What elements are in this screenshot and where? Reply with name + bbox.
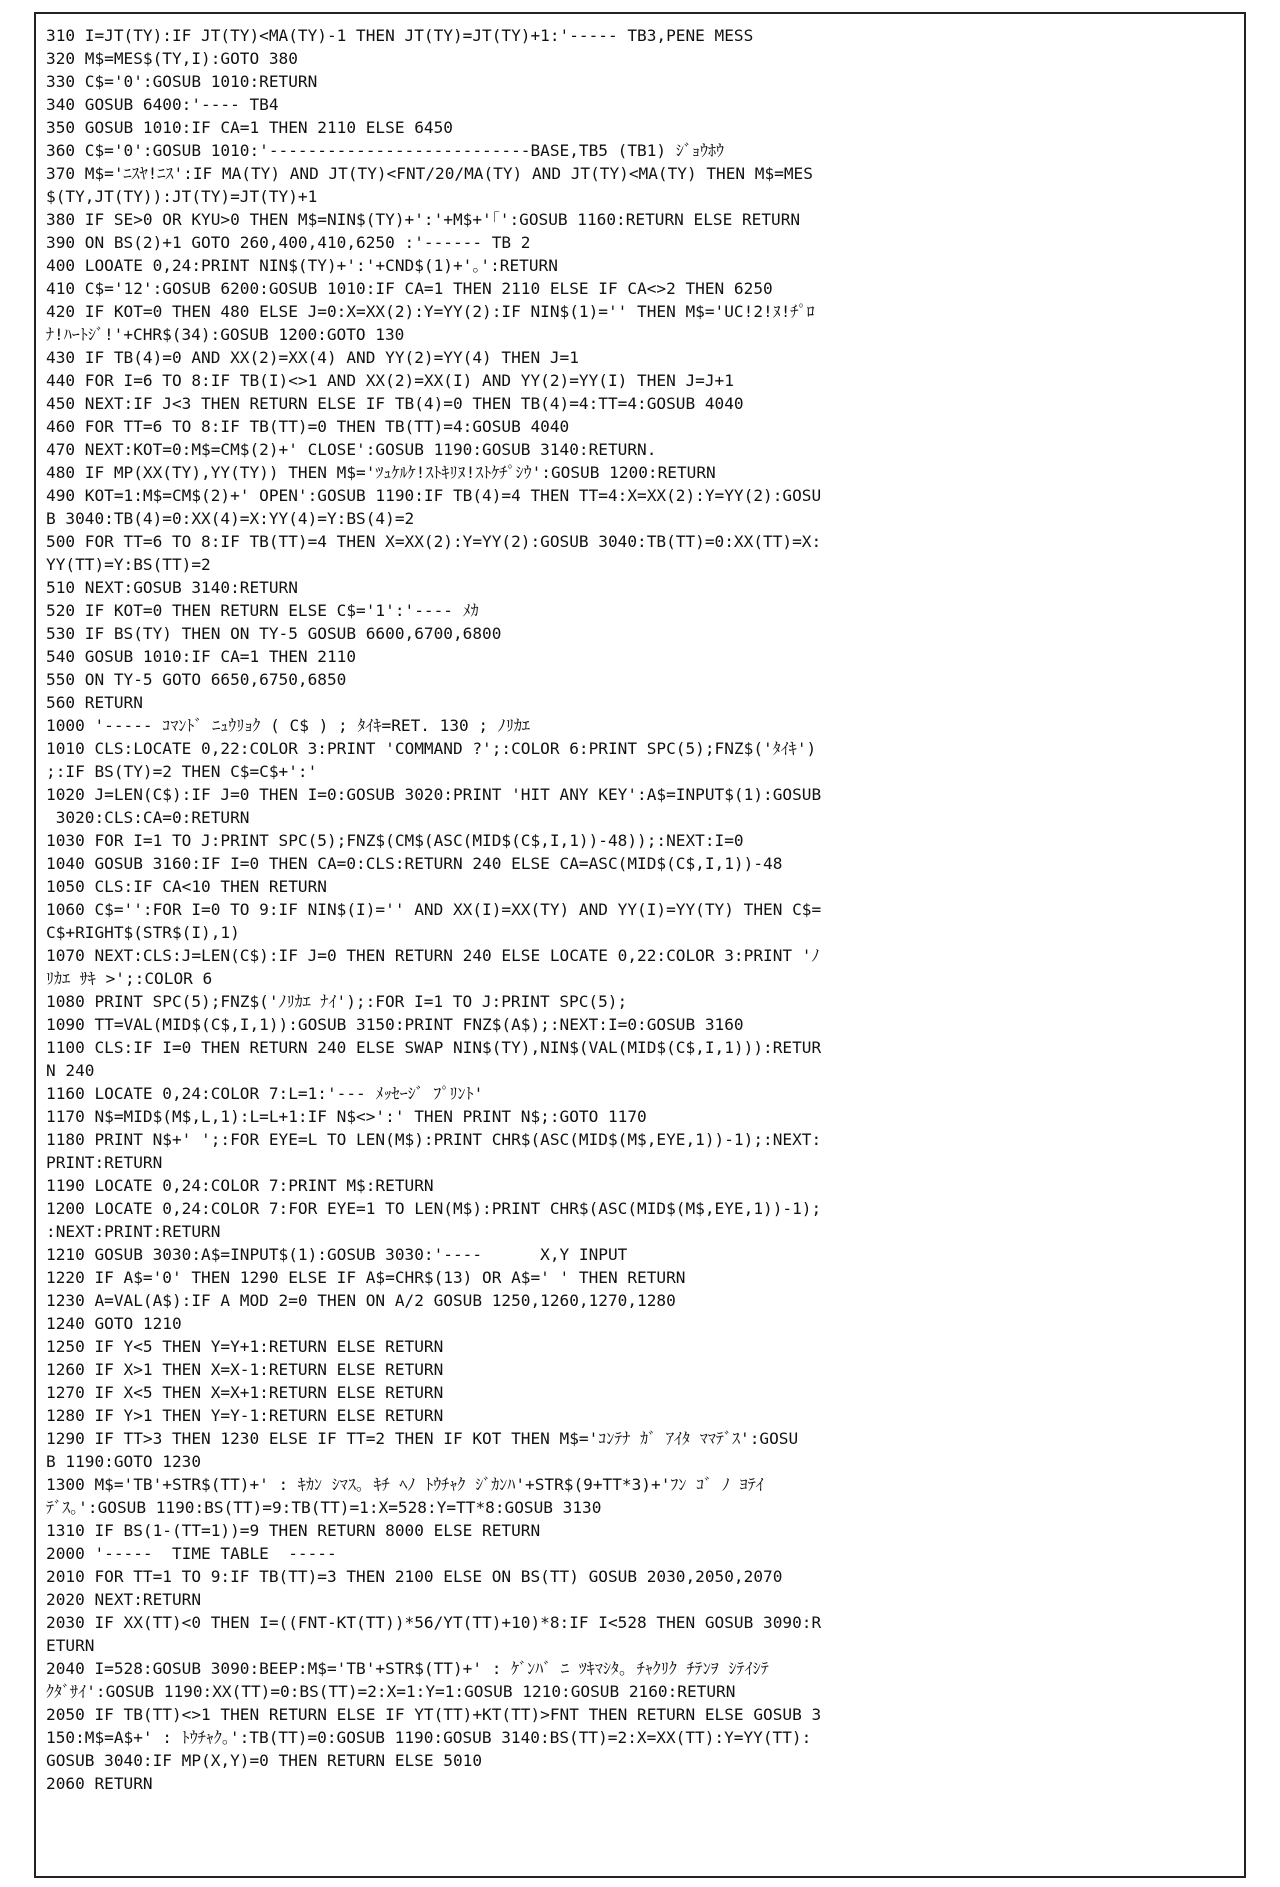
code-line: 1060 C$='':FOR I=0 TO 9:IF NIN$(I)='' AND XX(I)=XX(TY) AND YY(I)=YY(TY) THEN C$= xyxy=(46,900,822,919)
code-line: 560 RETURN xyxy=(46,693,143,712)
code-line: 1210 GOSUB 3030:A$=INPUT$(1):GOSUB 3030:'---- X,Y INPUT xyxy=(46,1245,628,1264)
code-line: 1240 GOTO 1210 xyxy=(46,1314,182,1333)
code-line: 1100 CLS:IF I=0 THEN RETURN 240 ELSE SWAP NIN$(TY),NIN$(VAL(MID$(C$,I,1))):RETUR xyxy=(46,1038,822,1057)
code-line: 430 IF TB(4)=0 AND XX(2)=XX(4) AND YY(2)=YY(4) THEN J=1 xyxy=(46,348,579,367)
code-line: C$+RIGHT$(STR$(I),1) xyxy=(46,923,240,942)
code-line: 510 NEXT:GOSUB 3140:RETURN xyxy=(46,578,298,597)
code-line: :NEXT:PRINT:RETURN xyxy=(46,1222,221,1241)
code-line: 2020 NEXT:RETURN xyxy=(46,1590,202,1609)
code-line: 500 FOR TT=6 TO 8:IF TB(TT)=4 THEN X=XX(2):Y=YY(2):GOSUB 3040:TB(TT)=0:XX(TT)=X: xyxy=(46,532,822,551)
code-line: 340 GOSUB 6400:'---- TB4 xyxy=(46,95,279,114)
code-line: 1250 IF Y<5 THEN Y=Y+1:RETURN ELSE RETURN xyxy=(46,1337,444,1356)
code-line: ﾘｶｴ ｻｷ >';:COLOR 6 xyxy=(46,969,213,988)
code-line: 330 C$='0':GOSUB 1010:RETURN xyxy=(46,72,318,91)
code-line: 1310 IF BS(1-(TT=1))=9 THEN RETURN 8000 ELSE RETURN xyxy=(46,1521,541,1540)
code-line: 370 M$='ﾆｽﾔ!ﾆｽ':IF MA(TY) AND JT(TY)<FNT/20/MA(TY) AND JT(TY)<MA(TY) THEN M$=MES xyxy=(46,164,813,183)
code-line: 2010 FOR TT=1 TO 9:IF TB(TT)=3 THEN 2100 ELSE ON BS(TT) GOSUB 2030,2050,2070 xyxy=(46,1567,783,1586)
code-line: 1270 IF X<5 THEN X=X+1:RETURN ELSE RETURN xyxy=(46,1383,444,1402)
code-line: 1280 IF Y>1 THEN Y=Y-1:RETURN ELSE RETURN xyxy=(46,1406,444,1425)
code-line: 320 M$=MES$(TY,I):GOTO 380 xyxy=(46,49,298,68)
code-line: 390 ON BS(2)+1 GOTO 260,400,410,6250 :'------ TB 2 xyxy=(46,233,531,252)
code-line: 440 FOR I=6 TO 8:IF TB(I)<>1 AND XX(2)=XX(I) AND YY(2)=YY(I) THEN J=J+1 xyxy=(46,371,734,390)
code-line: B 1190:GOTO 1230 xyxy=(46,1452,202,1471)
code-line: 410 C$='12':GOSUB 6200:GOSUB 1010:IF CA=1 THEN 2110 ELSE IF CA<>2 THEN 6250 xyxy=(46,279,773,298)
code-line: 530 IF BS(TY) THEN ON TY-5 GOSUB 6600,6700,6800 xyxy=(46,624,502,643)
code-line: ﾅ!ﾊｰﾄｼﾞ!'+CHR$(34):GOSUB 1200:GOTO 130 xyxy=(46,325,405,344)
code-line: B 3040:TB(4)=0:XX(4)=X:YY(4)=Y:BS(4)=2 xyxy=(46,509,415,528)
code-line: 2000 '----- TIME TABLE ----- xyxy=(46,1544,337,1563)
code-line: 380 IF SE>0 OR KYU>0 THEN M$=NIN$(TY)+':'+M$+'｢':GOSUB 1160:RETURN ELSE RETURN xyxy=(46,210,801,229)
code-line: YY(TT)=Y:BS(TT)=2 xyxy=(46,555,211,574)
code-line: 550 ON TY-5 GOTO 6650,6750,6850 xyxy=(46,670,347,689)
code-line: 1170 N$=MID$(M$,L,1):L=L+1:IF N$<>':' THEN PRINT N$;:GOTO 1170 xyxy=(46,1107,647,1126)
code-line: 2060 RETURN xyxy=(46,1774,153,1793)
code-line: 1030 FOR I=1 TO J:PRINT SPC(5);FNZ$(CM$(ASC(MID$(C$,I,1))-48));:NEXT:I=0 xyxy=(46,831,744,850)
code-line: 1010 CLS:LOCATE 0,22:COLOR 3:PRINT 'COMMAND ?';:COLOR 6:PRINT SPC(5);FNZ$('ﾀｲｷ') xyxy=(46,739,817,758)
code-line: 1160 LOCATE 0,24:COLOR 7:L=1:'--- ﾒｯｾｰｼﾞ ﾌﾟﾘﾝﾄ' xyxy=(46,1084,484,1103)
code-line: 350 GOSUB 1010:IF CA=1 THEN 2110 ELSE 6450 xyxy=(46,118,453,137)
code-line: N 240 xyxy=(46,1061,95,1080)
code-line: 150:M$=A$+' : ﾄｳﾁｬｸ｡':TB(TT)=0:GOSUB 1190:GOSUB 3140:BS(TT)=2:X=XX(TT):Y=YY(TT): xyxy=(46,1728,812,1747)
code-line: 3020:CLS:CA=0:RETURN xyxy=(46,808,250,827)
code-line: 1190 LOCATE 0,24:COLOR 7:PRINT M$:RETURN xyxy=(46,1176,434,1195)
code-line: 360 C$='0':GOSUB 1010:'---------------------------BASE,TB5 (TB1) ｼﾞｮｳﾎｳ xyxy=(46,141,725,160)
code-line: 520 IF KOT=0 THEN RETURN ELSE C$='1':'---- ﾒｶ xyxy=(46,601,479,620)
code-line: 490 KOT=1:M$=CM$(2)+' OPEN':GOSUB 1190:IF TB(4)=4 THEN TT=4:X=XX(2):Y=YY(2):GOSU xyxy=(46,486,822,505)
code-line: 2040 I=528:GOSUB 3090:BEEP:M$='TB'+STR$(TT)+' : ｹﾞﾝﾊﾞ ﾆ ﾂｷﾏｼﾀ｡ ﾁｬｸﾘｸ ﾁﾃﾝｦ ｼﾃｲｼﾃ xyxy=(46,1659,769,1678)
code-line: 1050 CLS:IF CA<10 THEN RETURN xyxy=(46,877,327,896)
code-line: 1080 PRINT SPC(5);FNZ$('ﾉﾘｶｴ ﾅｲ');:FOR I=1 TO J:PRINT SPC(5); xyxy=(46,992,628,1011)
code-line: 1040 GOSUB 3160:IF I=0 THEN CA=0:CLS:RETURN 240 ELSE CA=ASC(MID$(C$,I,1))-48 xyxy=(46,854,783,873)
listing-frame xyxy=(34,12,1246,1878)
code-line: 1020 J=LEN(C$):IF J=0 THEN I=0:GOSUB 3020:PRINT 'HIT ANY KEY':A$=INPUT$(1):GOSUB xyxy=(46,785,822,804)
code-line: 310 I=JT(TY):IF JT(TY)<MA(TY)-1 THEN JT(TY)=JT(TY)+1:'----- TB3,PENE MESS xyxy=(46,26,754,45)
code-line: GOSUB 3040:IF MP(X,Y)=0 THEN RETURN ELSE 5010 xyxy=(46,1751,483,1770)
code-line: 1300 M$='TB'+STR$(TT)+' : ｷｶﾝ ｼﾏｽ｡ ｷﾁ ﾍﾉ ﾄｳﾁｬｸ ｼﾞｶﾝﾊ'+STR$(9+TT*3)+'ﾌﾝ ｺﾞ ﾉ ﾖﾃｲ xyxy=(46,1475,764,1494)
code-line: 2050 IF TB(TT)<>1 THEN RETURN ELSE IF YT(TT)+KT(TT)>FNT THEN RETURN ELSE GOSUB 3 xyxy=(46,1705,822,1724)
code-line: ;:IF BS(TY)=2 THEN C$=C$+':' xyxy=(46,762,318,781)
code-line: 450 NEXT:IF J<3 THEN RETURN ELSE IF TB(4)=0 THEN TB(4)=4:TT=4:GOSUB 4040 xyxy=(46,394,744,413)
code-line: 400 LOOATE 0,24:PRINT NIN$(TY)+':'+CND$(1)+'｡':RETURN xyxy=(46,256,558,275)
code-line: 470 NEXT:KOT=0:M$=CM$(2)+' CLOSE':GOSUB 1190:GOSUB 3140:RETURN. xyxy=(46,440,657,459)
code-line: 480 IF MP(XX(TY),YY(TY)) THEN M$='ﾂｭｹﾙｹ!ｽﾄｷﾘﾇ!ｽﾄｹﾁﾟｼｳ':GOSUB 1200:RETURN xyxy=(46,463,716,482)
code-line: 420 IF KOT=0 THEN 480 ELSE J=0:X=XX(2):Y=YY(2):IF NIN$(1)='' THEN M$='UC!2!ﾇ!ﾁﾟﾛ xyxy=(46,302,815,321)
code-line: 1000 '----- ｺﾏﾝﾄﾞ ﾆｭｳﾘｮｸ ( C$ ) ; ﾀｲｷ=RET. 130 ; ﾉﾘｶｴ xyxy=(46,716,530,735)
code-line: 1220 IF A$='0' THEN 1290 ELSE IF A$=CHR$(13) OR A$=' ' THEN RETURN xyxy=(46,1268,686,1287)
code-line: 1290 IF TT>3 THEN 1230 ELSE IF TT=2 THEN IF KOT THEN M$='ｺﾝﾃﾅ ｶﾞ ｱｲﾀ ﾏﾏﾃﾞｽ':GOSU xyxy=(46,1429,799,1448)
code-line: ETURN xyxy=(46,1636,95,1655)
code-line: 1230 A=VAL(A$):IF A MOD 2=0 THEN ON A/2 GOSUB 1250,1260,1270,1280 xyxy=(46,1291,676,1310)
code-line: 1260 IF X>1 THEN X=X-1:RETURN ELSE RETURN xyxy=(46,1360,444,1379)
code-line: 2030 IF XX(TT)<0 THEN I=((FNT-KT(TT))*56/YT(TT)+10)*8:IF I<528 THEN GOSUB 3090:R xyxy=(46,1613,822,1632)
code-line: 1180 PRINT N$+' ';:FOR EYE=L TO LEN(M$):PRINT CHR$(ASC(MID$(M$,EYE,1))-1);:NEXT: xyxy=(46,1130,822,1149)
code-line: PRINT:RETURN xyxy=(46,1153,163,1172)
code-line: ｸﾀﾞｻｲ':GOSUB 1190:XX(TT)=0:BS(TT)=2:X=1:Y=1:GOSUB 1210:GOSUB 2160:RETURN xyxy=(46,1682,736,1701)
code-line: 1090 TT=VAL(MID$(C$,I,1)):GOSUB 3150:PRINT FNZ$(A$);:NEXT:I=0:GOSUB 3160 xyxy=(46,1015,744,1034)
basic-program-listing xyxy=(46,24,1234,1795)
code-line: $(TY,JT(TY)):JT(TY)=JT(TY)+1 xyxy=(46,187,318,206)
code-line: ﾃﾞｽ｡':GOSUB 1190:BS(TT)=9:TB(TT)=1:X=528:Y=TT*8:GOSUB 3130 xyxy=(46,1498,602,1517)
code-line: 1200 LOCATE 0,24:COLOR 7:FOR EYE=1 TO LEN(M$):PRINT CHR$(ASC(MID$(M$,EYE,1))-1); xyxy=(46,1199,822,1218)
code-line: 460 FOR TT=6 TO 8:IF TB(TT)=0 THEN TB(TT)=4:GOSUB 4040 xyxy=(46,417,570,436)
code-line: 1070 NEXT:CLS:J=LEN(C$):IF J=0 THEN RETURN 240 ELSE LOCATE 0,22:COLOR 3:PRINT 'ﾉ xyxy=(46,946,820,965)
code-line: 540 GOSUB 1010:IF CA=1 THEN 2110 xyxy=(46,647,357,666)
